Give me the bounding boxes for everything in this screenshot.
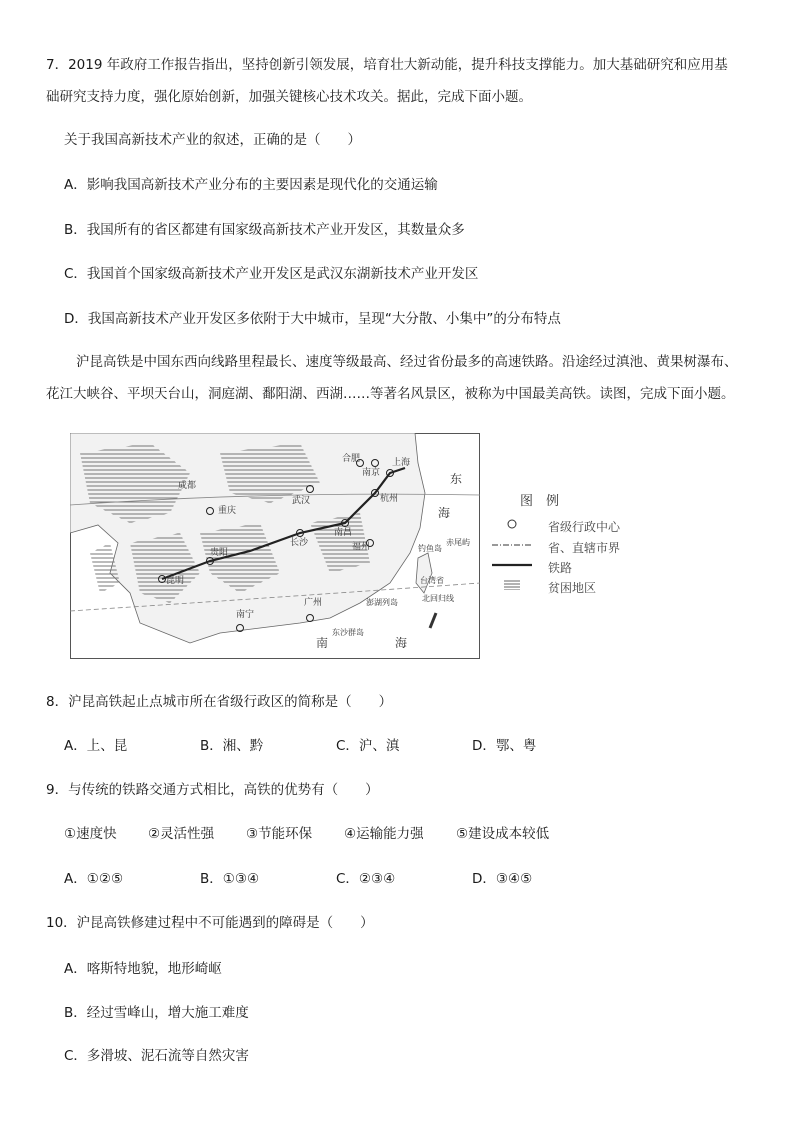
q7-option-a: A．影响我国高新技术产业分布的主要因素是现代化的交通运输 <box>64 177 438 193</box>
city-label: 杭州 <box>380 494 399 504</box>
city-label: 昆明 <box>166 576 185 586</box>
q9-question: 9．与传统的铁路交通方式相比，高铁的优势有（ ） <box>46 782 379 798</box>
q8-option-c: C．沪、滇 <box>336 738 400 754</box>
legend-poverty-icon <box>504 580 520 590</box>
q7-option-c: C．我国首个国家级高新技术产业开发区是武汉东湖新技术产业开发区 <box>64 266 479 282</box>
sea-label: 海 <box>438 506 451 520</box>
legend-capital-icon <box>508 520 516 528</box>
sea-label: 南 <box>316 636 329 650</box>
sea-label: 海 <box>395 636 408 650</box>
q8-option-a: A．上、昆 <box>64 738 128 754</box>
q9-item-1: ①速度快 <box>64 826 117 842</box>
island-label: 钓鱼岛 <box>418 544 442 553</box>
q8-option-b: B．湘、黔 <box>200 738 264 754</box>
legend-item: 铁路 <box>548 561 573 575</box>
q10-question: 10．沪昆高铁修建过程中不可能遇到的障碍是（ ） <box>46 915 374 931</box>
q8-question: 8．沪昆高铁起止点城市所在省级行政区的简称是（ ） <box>46 694 393 710</box>
q9-item-5: ⑤建设成本较低 <box>456 826 550 842</box>
q9-item-2: ②灵活性强 <box>148 826 215 842</box>
legend-item: 省级行政中心 <box>548 520 621 534</box>
city-label: 南昌 <box>334 528 353 538</box>
q7-option-b: B．我国所有的省区都建有国家级高新技术产业开发区，其数量众多 <box>64 222 465 238</box>
legend-title: 图 例 <box>520 494 560 509</box>
q7-question: 关于我国高新技术产业的叙述，正确的是（ ） <box>64 132 361 148</box>
island-label: 澎湖列岛 <box>366 598 398 607</box>
city-label: 重庆 <box>218 506 237 516</box>
q7-stem-line1: 7．2019 年政府工作报告指出，坚持创新引领发展，培育壮大新动能，提升科技支撑能力。加大基础研究和应用基 <box>46 57 728 73</box>
q9-option-a: A．①②⑤ <box>64 871 124 887</box>
city-label: 上海 <box>392 458 411 468</box>
q7-stem-line2: 础研究支持力度，强化原始创新，加强关键核心技术攻关。据此，完成下面小题。 <box>46 89 532 105</box>
legend-item: 省、直辖市界 <box>548 541 621 555</box>
city-label: 福州 <box>352 542 371 552</box>
city-label: 台湾省 <box>420 576 444 585</box>
sea-label: 东 <box>450 472 463 486</box>
legend-item: 贫困地区 <box>548 581 597 595</box>
railway-map <box>70 433 480 659</box>
q9-item-3: ③节能环保 <box>246 826 313 842</box>
city-label: 长沙 <box>290 538 309 548</box>
q10-option-c: C．多滑坡、泥石流等自然灾害 <box>64 1048 249 1064</box>
city-label: 成都 <box>178 481 197 491</box>
legend-symbols <box>484 514 544 594</box>
city-label: 贵阳 <box>210 548 229 558</box>
q9-option-d: D．③④⑤ <box>472 871 533 887</box>
city-label: 广州 <box>304 598 323 608</box>
island-label: 赤尾屿 <box>446 538 470 547</box>
tropic-label: 北回归线 <box>422 594 454 603</box>
q8-option-d: D．鄂、粤 <box>472 738 537 754</box>
city-label: 南京 <box>362 468 381 478</box>
city-label: 南宁 <box>236 610 255 620</box>
q9-option-c: C．②③④ <box>336 871 396 887</box>
city-label: 合肥 <box>342 454 361 464</box>
q9-options <box>64 870 664 888</box>
city-label: 武汉 <box>292 496 311 506</box>
q10-option-b: B．经过雪峰山，增大施工难度 <box>64 1005 249 1021</box>
q9-item-4: ④运输能力强 <box>344 826 424 842</box>
passage-line1: 沪昆高铁是中国东西向线路里程最长、速度等级最高、经过省份最多的高速铁路。沿途经过滇池、黄果树瀑布、 <box>76 354 738 370</box>
island-label: 东沙群岛 <box>332 628 364 637</box>
q7-option-d: D．我国高新技术产业开发区多依附于大中城市，呈现“大分散、小集中”的分布特点 <box>64 311 561 327</box>
q9-items <box>64 825 684 843</box>
q9-option-b: B．①③④ <box>200 871 260 887</box>
q8-options <box>64 737 664 755</box>
passage-line2: 花江大峡谷、平坝天台山，洞庭湖、鄱阳湖、西湖……等著名风景区，被称为中国最美高铁。读图，完成下面小题。 <box>46 386 735 402</box>
q10-option-a: A．喀斯特地貌，地形崎岖 <box>64 961 222 977</box>
